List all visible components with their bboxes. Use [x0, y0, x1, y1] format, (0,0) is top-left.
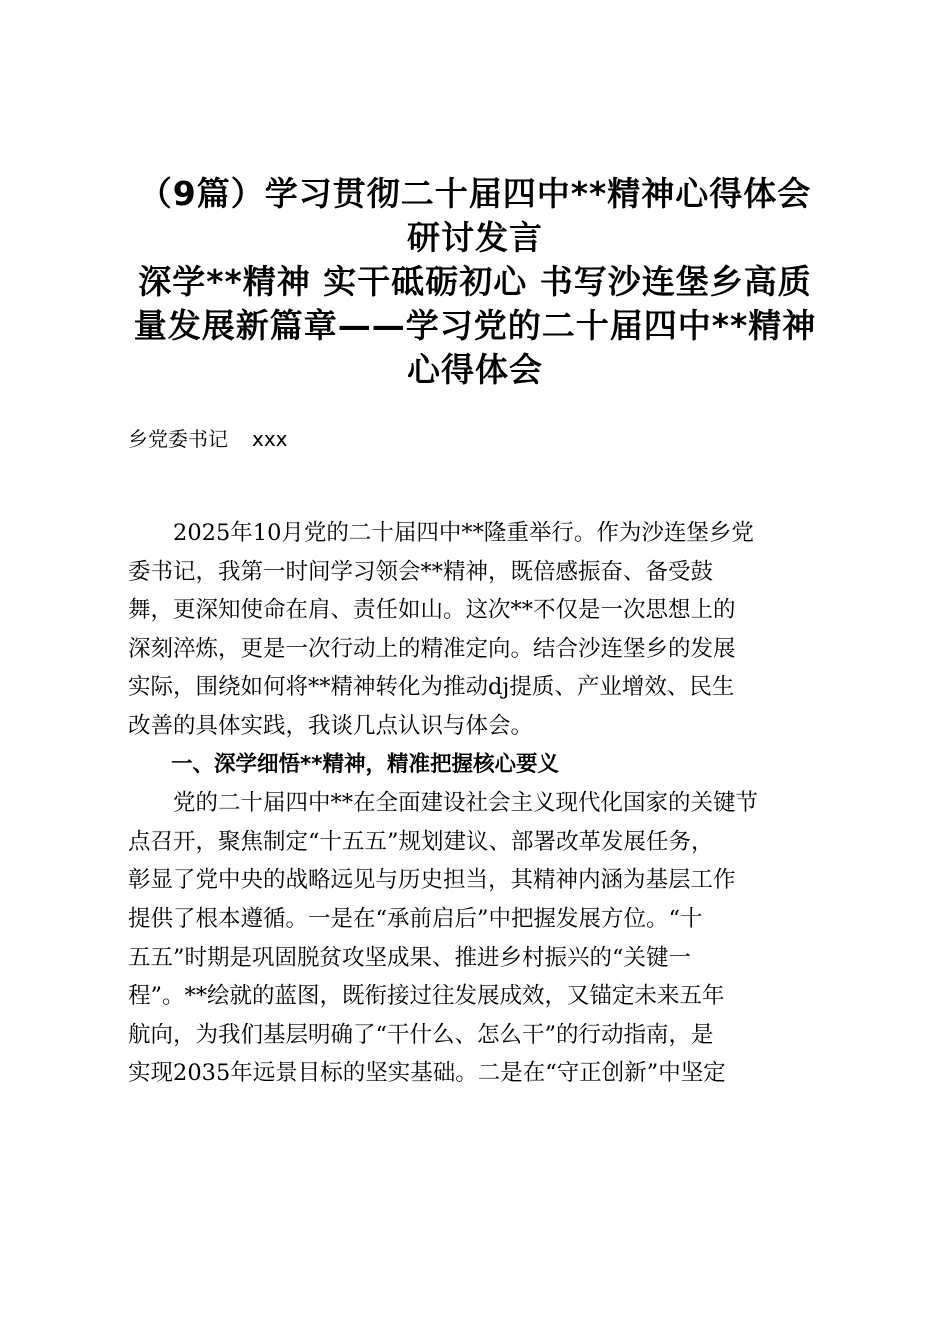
title-line: 研讨发言 — [407, 218, 543, 257]
paragraph-line: 实际，围绕如何将**精神转化为推动dj提质、产业增效、民生 — [128, 674, 735, 701]
document-body — [128, 514, 828, 1093]
paragraph-line: 舞，更深知使命在肩、责任如山。这次**不仅是一次思想上的 — [128, 597, 736, 624]
paragraph-line: 深刻淬炼，更是一次行动上的精准定向。结合沙连堡乡的发展 — [128, 635, 736, 662]
paragraph-line: 2025年10月党的二十届四中**隆重举行。作为沙连堡乡党 — [128, 520, 754, 546]
title-line: 心得体会 — [407, 350, 543, 389]
paragraph-line: 委书记，我第一时间学习领会**精神，既倍感振奋、备受鼓 — [128, 558, 714, 585]
document-title — [110, 172, 840, 392]
title-line: 深学**精神 实干砥砺初心 书写沙连堡乡高质 — [138, 262, 812, 301]
author-line — [128, 424, 288, 454]
paragraph-line: 航向，为我们基层明确了“干什么、怎么干”的行动指南，是 — [128, 1021, 714, 1048]
paragraph-line: 改善的具体实践，我谈几点认识与体会。 — [128, 712, 534, 739]
author-role: 乡党委书记 — [128, 427, 228, 451]
title-line: （9篇）学习贯彻二十届四中**精神心得体会 — [138, 174, 812, 213]
title-line: 量发展新篇章——学习党的二十届四中**精神 — [133, 306, 817, 345]
paragraph-line: 党的二十届四中**在全面建设社会主义现代化国家的关键节 — [128, 790, 759, 817]
paragraph-line: 五五”时期是巩固脱贫攻坚成果、推进乡村振兴的“关键一 — [128, 944, 692, 971]
author-name: xxx — [252, 427, 288, 451]
section-heading — [128, 746, 828, 785]
paragraph-line: 程”。**绘就的蓝图，既衔接过往发展成效，又锚定未来五年 — [128, 983, 725, 1010]
section-heading-text: 一、深学细悟**精神，精准把握核心要义 — [128, 751, 559, 777]
paragraph-line: 提供了根本遵循。一是在“承前启后”中把握发展方位。“十 — [128, 905, 703, 932]
paragraph-line: 实现2035年远景目标的坚实基础。二是在“守正创新”中坚定 — [128, 1060, 726, 1087]
paragraph-line: 点召开，聚焦制定“十五五”规划建议、部署改革发展任务， — [128, 828, 714, 855]
paragraph — [128, 784, 828, 1093]
paragraph — [128, 514, 828, 746]
paragraph-line: 彰显了党中央的战略远见与历史担当，其精神内涵为基层工作 — [128, 867, 736, 894]
